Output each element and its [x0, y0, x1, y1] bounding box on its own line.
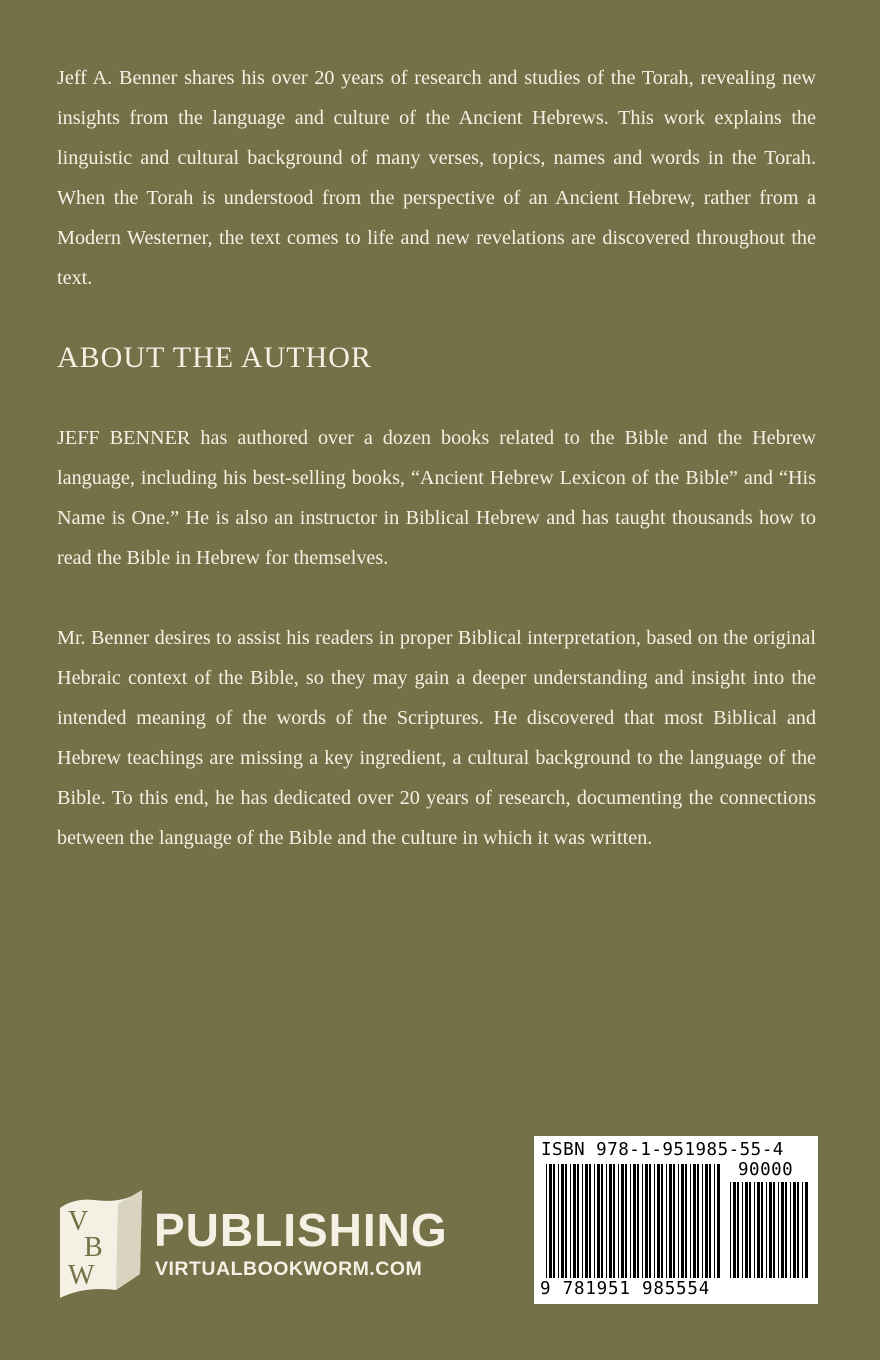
barcode-bar [790, 1182, 791, 1278]
barcode-bar [690, 1164, 691, 1278]
barcode-bar [642, 1164, 643, 1278]
barcode-bar [802, 1182, 803, 1278]
barcode-bar [666, 1164, 667, 1278]
barcode-bar [613, 1164, 615, 1278]
barcode-bar [633, 1164, 636, 1278]
author-bio-paragraph-1: JEFF BENNER has authored over a dozen books related to the Bible and the Hebrew language, including his best-selling books, “Ancient Hebrew Lexicon of the Bible” and “His Name is One.” He is also an instructor in Biblical Hebrew and has taught thousands how to read the Bible in Hebrew for themselves. [57, 427, 816, 569]
barcode-bar [678, 1164, 679, 1278]
price-addon-code: 90000 [738, 1160, 794, 1180]
barcode-bar [769, 1182, 772, 1278]
barcode-bar [609, 1164, 612, 1278]
barcode-bar [685, 1164, 687, 1278]
barcode-bar [778, 1182, 779, 1278]
barcode-bar [781, 1182, 784, 1278]
barcode-bar [582, 1164, 583, 1278]
barcode-bar [714, 1164, 715, 1278]
barcode-bar [573, 1164, 576, 1278]
logo-letter-w: W [68, 1260, 95, 1291]
vbw-book-icon [54, 1186, 146, 1304]
isbn-label: ISBN 978-1-951985-55-4 [541, 1140, 784, 1160]
barcode-bar [749, 1182, 751, 1278]
barcode-bar [597, 1164, 600, 1278]
publisher-name: PUBLISHING [154, 1204, 448, 1256]
barcode-bar [745, 1182, 748, 1278]
barcode-bar [805, 1182, 808, 1278]
intro-paragraph: Jeff A. Benner shares his over 20 years of research and studies of the Torah, revealing new insights from the language and culture of the Ancient Hebrews. This work explains the linguistic and cultural background of many verses, topics, names and words in the Torah. When the Torah is understood from the perspective of an Ancient Hebrew, rather from a Modern Westerner, the text comes to life and new revelations are discovered throughout the text. [57, 67, 816, 289]
barcode-bar [785, 1182, 787, 1278]
barcode-bar [637, 1164, 639, 1278]
barcode-bar [766, 1182, 767, 1278]
barcode-bar [661, 1164, 663, 1278]
barcode-bar [733, 1182, 736, 1278]
barcode-bar [565, 1164, 567, 1278]
barcode-bar [709, 1164, 711, 1278]
barcode-bar [657, 1164, 660, 1278]
barcode-bar [737, 1182, 739, 1278]
barcode-bar [797, 1182, 799, 1278]
publisher-url: VIRTUALBOOKWORM.COM [155, 1258, 423, 1280]
barcode-bar [577, 1164, 579, 1278]
barcode-bar [570, 1164, 571, 1278]
barcode-bar [625, 1164, 627, 1278]
isbn-barcode [534, 1136, 818, 1304]
barcode-bar [606, 1164, 607, 1278]
barcode-bar [601, 1164, 603, 1278]
barcode-bar [673, 1164, 675, 1278]
barcode-bar [654, 1164, 655, 1278]
barcode-bar [742, 1182, 743, 1278]
barcode-bar [621, 1164, 624, 1278]
barcode-bar [594, 1164, 595, 1278]
barcode-bar [793, 1182, 796, 1278]
barcode-bar [630, 1164, 631, 1278]
barcode-bar [669, 1164, 672, 1278]
barcode-bar [702, 1164, 703, 1278]
barcode-bar [757, 1182, 760, 1278]
barcode-bar [553, 1164, 555, 1278]
barcode-bar [649, 1164, 651, 1278]
barcode-bar [754, 1182, 755, 1278]
barcode-bar [558, 1164, 559, 1278]
about-author-heading: ABOUT THE AUTHOR [57, 341, 372, 374]
logo-letter-v: V [68, 1206, 89, 1237]
barcode-bar [730, 1182, 731, 1278]
barcode-bar [546, 1164, 547, 1278]
barcode-bar [549, 1164, 552, 1278]
barcode-bar [589, 1164, 591, 1278]
barcode-bar [585, 1164, 588, 1278]
barcode-bar [681, 1164, 684, 1278]
barcode-bar [773, 1182, 775, 1278]
barcode-bar [645, 1164, 648, 1278]
barcode-bar [705, 1164, 708, 1278]
ean-digits: 9 781951 985554 [540, 1279, 711, 1299]
barcode-bar [693, 1164, 696, 1278]
publisher-logo [54, 1186, 514, 1304]
logo-letter-b: B [84, 1232, 103, 1263]
barcode-bar [618, 1164, 619, 1278]
barcode-bar [561, 1164, 564, 1278]
barcode-bar [717, 1164, 720, 1278]
barcode-bar [697, 1164, 699, 1278]
author-bio-paragraph-2: Mr. Benner desires to assist his readers in proper Biblical interpretation, based on the original Hebraic context of the Bible, so they may gain a deeper understanding and insight into the intended meaning of the words of the Scriptures. He discovered that most Biblical and Hebrew teachings are missing a key ingredient, a cultural background to the language of the Bible. To this end, he has dedicated over 20 years of research, documenting the connections between the language of the Bible and the culture in which it was written. [57, 627, 816, 849]
barcode-bar [761, 1182, 763, 1278]
